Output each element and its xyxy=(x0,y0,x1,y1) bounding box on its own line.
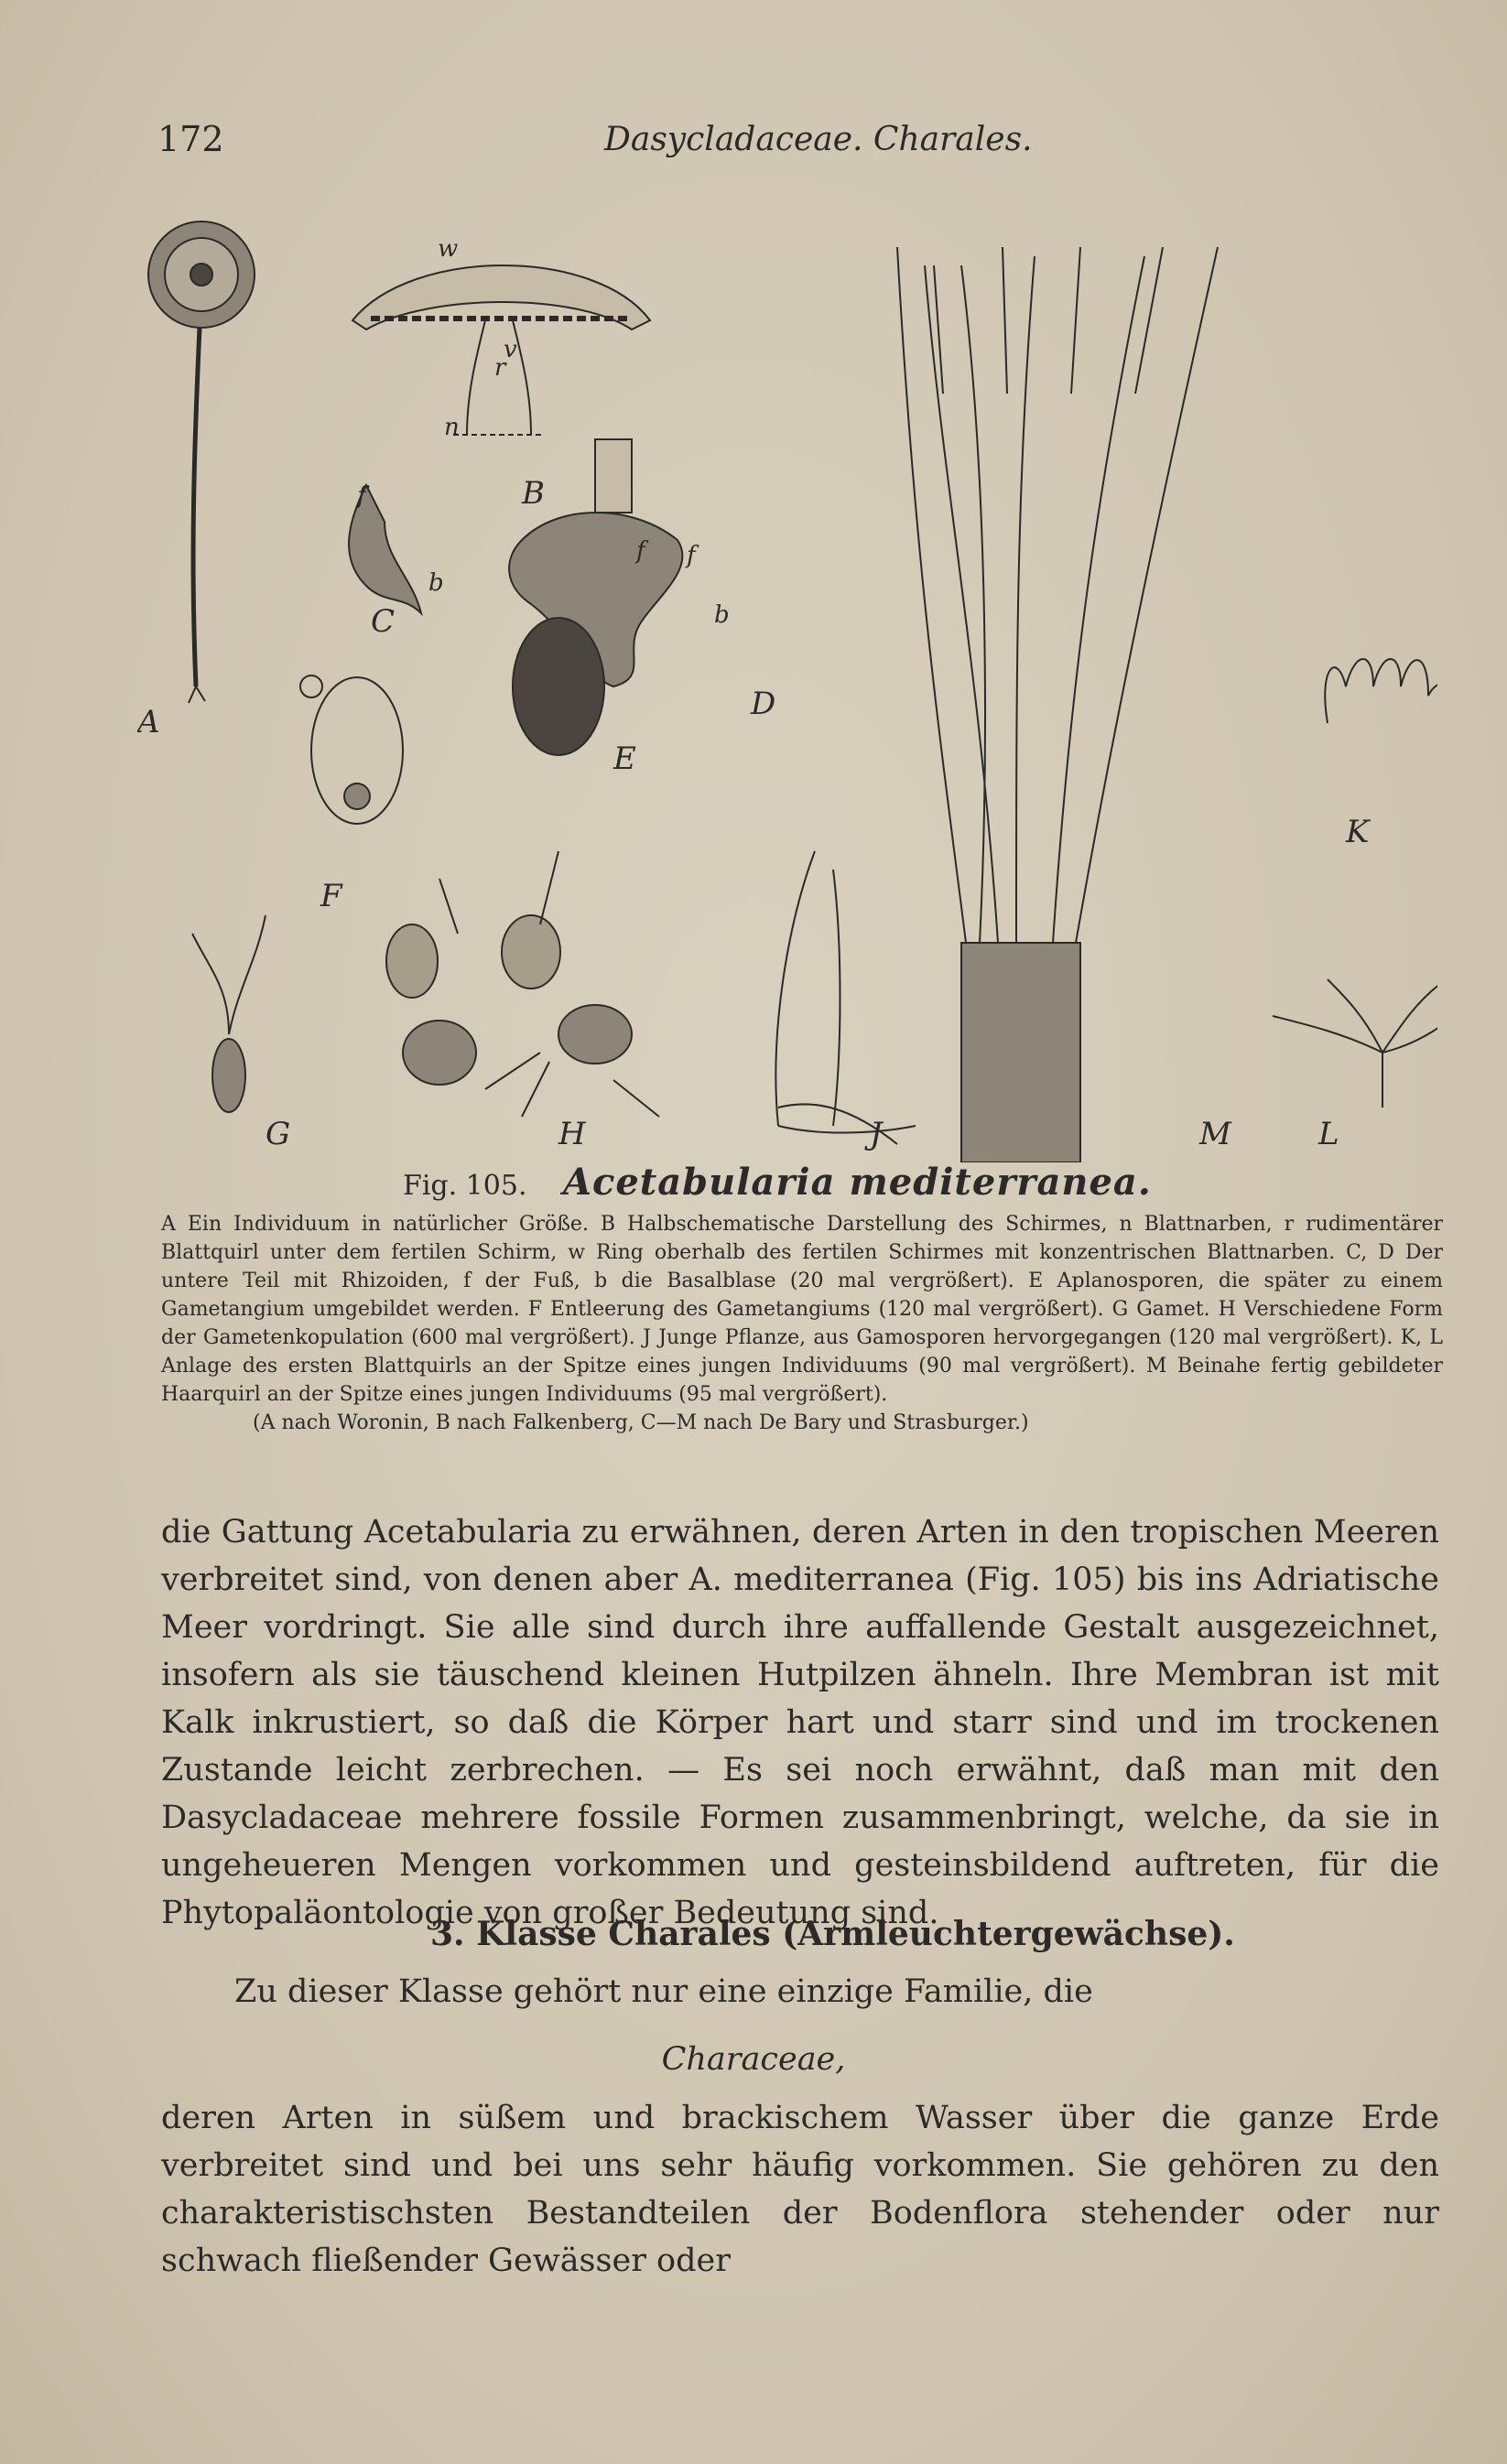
label-j: J xyxy=(870,1116,883,1152)
panel-h-drawing xyxy=(386,851,659,1117)
page-number: 172 xyxy=(157,119,224,159)
paragraph-acetabularia: die Gattung Acetabularia zu erwähnen, deren Arten in den tropischen Meeren verbreitet sind, von denen aber A. mediterranea (Fig. 105) bis ins Adriatische Meer vordringt. Sie alle sind durch ihre auffallende Gestalt ausgezeichnet, insofern als sie täuschend kleinen Hutpilzen ähneln. Ihre Membran ist mit Kalk inkrustiert, so daß die Körper hart und starr sind und im trockenen Zustande leicht zerbrechen. — Es sei noch erwähnt, daß man mit den Dasycladaceae mehrere fossile Formen zusammenbringt, welche, da sie in ungeheueren Mengen vorkommen und gesteinsbildend auftreten, für die Phytopaläontologie von großer Bedeutung sind. xyxy=(161,1514,1439,1931)
panel-f-drawing xyxy=(300,675,403,824)
label-v: v xyxy=(504,336,517,363)
label-f-d: f xyxy=(636,537,645,565)
panel-b-drawing xyxy=(352,265,650,435)
label-e: E xyxy=(613,740,636,777)
label-n: n xyxy=(444,414,460,441)
panel-g-drawing xyxy=(192,915,266,1112)
label-b: B xyxy=(522,475,545,512)
label-f-c: f xyxy=(357,482,366,510)
label-a: A xyxy=(137,704,160,740)
figure-illustration xyxy=(137,211,1437,1162)
label-l: L xyxy=(1318,1116,1339,1152)
label-r: r xyxy=(494,354,506,382)
label-c: C xyxy=(371,603,396,640)
figure-legend-text: A Ein Individuum in natürlicher Größe. B Halbschematische Darstellung des Schirmes, n Blattnarben, r rudimentärer Blattquirl unter dem fertilen Schirm, w Ring oberhalb des fertilen Schirmes mit konzentrischen Blattnarben. C, D Der untere Teil mit Rhizoiden, f der Fuß, b die Basalblase (20 mal vergrößert). E Aplanosporen, die später zu einem Gametangium umgebildet werden. F Entleerung des Gametangiums (120 mal vergrößert). G Gamet. H Verschiedene Form der Gametenkopulation (600 mal vergrößert). J Junge Pflanze, aus Gamosporen hervorgegangen (120 mal vergrößert). K, L Anlage des ersten Blattquirls an der Spitze eines jungen Individuums (90 mal vergrößert). M Beinahe fertig gebildeter Haarquirl an der Spitze eines jungen Individuums (95 mal vergrößert). xyxy=(161,1213,1443,1406)
section-heading-charales: 3. Klasse Charales (Armleuchtergewächse). xyxy=(430,1915,1235,1953)
panel-m-drawing xyxy=(897,247,1218,1162)
label-w: w xyxy=(438,235,459,263)
figure-species-name: Acetabularia mediterranea. xyxy=(562,1161,1152,1204)
panel-j-drawing xyxy=(775,851,916,1144)
figure-number: Fig. 105. xyxy=(403,1170,527,1202)
paragraph-intro-class: Zu dieser Klasse gehört nur eine einzige Familie, die xyxy=(234,1973,1093,2010)
panel-l-drawing xyxy=(1273,979,1437,1108)
panel-a-drawing xyxy=(148,222,255,703)
figure-105 xyxy=(137,211,1437,1162)
label-k: K xyxy=(1346,814,1370,850)
label-d: D xyxy=(751,686,776,722)
label-b-d: b xyxy=(714,601,730,629)
figure-legend-source: (A nach Woronin, B nach Falkenberg, C—M nach De Bary und Strasburger.) xyxy=(253,1411,1029,1434)
running-title: Dasycladaceae. Charales. xyxy=(604,121,1033,158)
label-m: M xyxy=(1199,1116,1231,1152)
label-b-c: b xyxy=(428,569,444,597)
figure-legend xyxy=(161,1210,1443,1437)
label-f: F xyxy=(320,878,342,914)
family-name-characeae: Characeae, xyxy=(661,2041,846,2078)
label-h: H xyxy=(558,1116,586,1152)
label-g: G xyxy=(266,1116,291,1152)
panel-e-drawing xyxy=(513,618,604,755)
label-f-d2: f xyxy=(687,542,696,569)
panel-k-drawing xyxy=(1325,659,1437,723)
paragraph-characeae: deren Arten in süßem und brackischem Wasser über die ganze Erde verbreitet sind und bei uns sehr häufig vorkommen. Sie gehören zu den charakteristischsten Bestandteilen der Bodenflora stehender oder nur schwach fließender Gewässer oder xyxy=(161,2100,1439,2279)
figure-caption xyxy=(403,1161,1152,1204)
